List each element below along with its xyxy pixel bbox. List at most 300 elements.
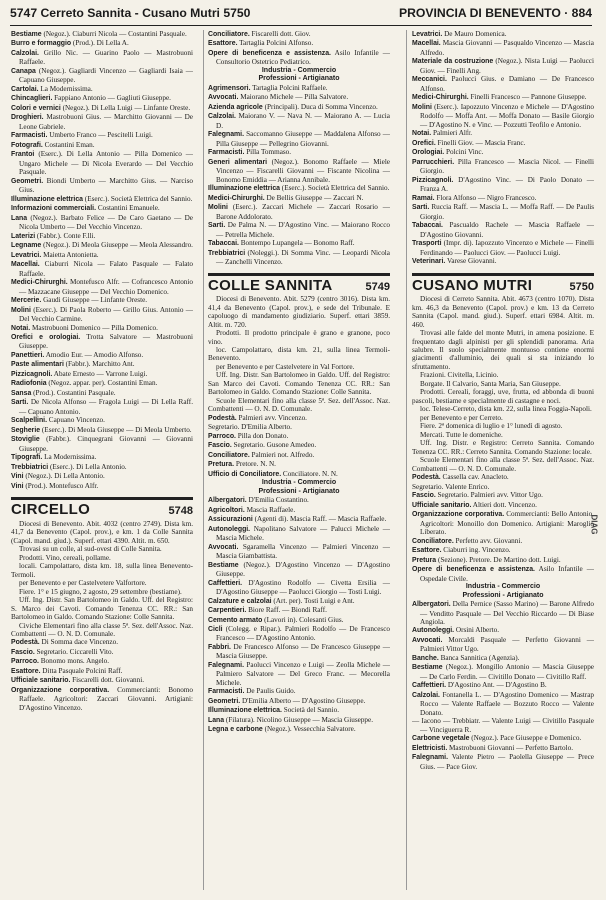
entry-names: Mascia Raffaele. xyxy=(244,505,296,514)
directory-entry xyxy=(11,49,193,67)
town-heading xyxy=(11,501,193,519)
entry-category: Fascio. xyxy=(11,648,35,656)
entry-category: Stoviglie xyxy=(11,436,40,444)
entry-names: Morcaldi Pasquale — Perfetto Giovanni — Palmieri Vittor Ugo. xyxy=(420,635,594,654)
entry-category: Elettricisti. xyxy=(412,744,448,752)
entry-category: Fascio. xyxy=(208,442,232,450)
directory-entry xyxy=(208,460,390,469)
entry-names: Commercianti: Bello Antonio. Agricoltori: Monoillo don Domenico. Artigiani: Maroglio Liberato. xyxy=(420,510,594,537)
entry-names: (Fabbr.). Marchitto Ant. xyxy=(63,360,135,369)
entry-names: D'Emilia Costantino. xyxy=(246,496,309,505)
entry-category: Parroco. xyxy=(11,658,39,666)
entry-names: Altieri dott. Vincenzo. xyxy=(471,500,537,509)
entry-category: Illuminazione elettrica. xyxy=(208,707,282,715)
entry-category: Parrucchieri. xyxy=(412,158,455,166)
directory-entry xyxy=(412,103,594,129)
town-rule xyxy=(412,273,594,276)
town-description xyxy=(11,520,193,639)
directory-entry xyxy=(412,203,594,221)
description-paragraph: Uff. Ing. Distr. e Registro: Cerreto Sannita. Comando Tenenza CC. RR.: Cerreto Sannita. Comando Stazione: locale. xyxy=(412,439,594,456)
directory-entry xyxy=(11,260,193,278)
entry-category: Organizzazione corporativa. xyxy=(412,511,505,519)
entry-category: Fotografi. xyxy=(11,141,43,149)
entry-names: Banca Sannitica (Agenzia). xyxy=(438,653,520,662)
entry-category: Laterizi xyxy=(11,232,36,240)
directory-entry xyxy=(11,676,193,685)
directory-entry xyxy=(412,663,594,681)
directory-entry xyxy=(208,561,390,579)
margin-note: DIAG xyxy=(589,514,599,535)
entry-names: Mastrobuoni Domenico — Pilla Domenico. xyxy=(30,323,158,332)
entry-category: Bestiame xyxy=(208,561,239,569)
entry-category: Notai. xyxy=(412,130,432,138)
entry-names: (Negoz.). Bonomo Raffaele — Miele Vincenzo — Fiscarelli Giovanni — Fiscante Nicolina — Bonomo Emiddia — Arianna Annibale. xyxy=(216,157,390,184)
entry-names: De Francesco Alfonso — De Francesco Giuseppe — Mascia Giuseppe. xyxy=(216,642,390,661)
town-heading xyxy=(208,276,390,294)
entry-names: Asilo Infantile — Consultorio Ostetrico Pediatrico. xyxy=(216,48,390,67)
directory-entry xyxy=(412,148,594,157)
entry-category: Calzature e calzolai xyxy=(208,597,272,605)
entry-category: Albergatori. xyxy=(412,601,451,609)
directory-entry xyxy=(412,57,594,75)
entry-names: Fiscarelli dott. Giov. xyxy=(249,30,311,38)
town-description xyxy=(208,295,390,414)
directory-entry xyxy=(412,546,594,555)
entry-names: (Eserc.). Di Lella Antonio. xyxy=(48,462,127,471)
entry-names: (Impr. di). Iapozzuto Vincenzo e Michele — Finelli Ferdinando — Paolucci Giov. — Paolucci Luigi. xyxy=(420,239,594,257)
entry-category: Tabaccai. xyxy=(412,222,443,230)
entry-category: Pizzicagnoli. xyxy=(412,176,454,184)
directory-entry xyxy=(412,565,594,583)
entry-names: Asilo Infantile — Ospedale Civile. xyxy=(420,565,594,583)
entry-category: Falegnami. xyxy=(208,131,244,139)
directory-list xyxy=(208,84,390,267)
column-1 xyxy=(11,30,193,892)
entry-category: Ramai. xyxy=(412,194,435,202)
entry-names: Segretario. Valente Enrico. xyxy=(412,482,490,491)
entry-category: Calzolai. xyxy=(412,691,440,699)
entry-category: Caffettieri. xyxy=(208,579,243,587)
directory-entry xyxy=(412,717,594,734)
entry-category: Lana xyxy=(11,214,28,222)
section-heading: Industria - Commercio xyxy=(261,479,337,487)
section-heading: Industria - Commercio xyxy=(261,66,337,74)
entry-category: Materiale da costruzione xyxy=(412,58,494,66)
entry-category: Opere di beneficenza e assistenza. xyxy=(412,566,535,574)
description-paragraph: per Benevento e per Castelvetere Valfortore. xyxy=(19,579,147,588)
description-paragraph: Civiche Elementari fino alla classe 5ª. Sez. dell'Assoc. Naz. Combattenti — O. N. D. Comunale. xyxy=(11,621,193,638)
directory-entry xyxy=(412,691,594,717)
entry-names: De Palma N. — D'Agostino Vinc. — Maiorano Rocco — Petrella Michele. xyxy=(216,221,390,239)
entry-names: (Eserc.). Di Lella Antonio — Pilla Domenico — Ungaro Michele — Di Nicola Everardo — Del Vecchio Pasquale. xyxy=(19,150,193,177)
entry-names: De Bellis Giuseppe — Zaccari N. xyxy=(264,193,364,202)
directory-entry xyxy=(11,324,193,333)
entry-category: Sarti. xyxy=(11,399,29,407)
entry-names: Tartaglia Polcini Raffaele. xyxy=(250,83,328,92)
entry-names: Capuano Vincenzo. xyxy=(47,416,105,425)
entry-names: Biore Raff. — Biondi Raff. xyxy=(246,606,327,615)
town-code: 5748 xyxy=(168,505,193,518)
entry-category: Medici-Chirurghi. xyxy=(412,94,469,102)
entry-names: La Modernissima. xyxy=(42,453,97,462)
entry-names: Pilla Tommaso. xyxy=(244,148,292,157)
directory-entry xyxy=(208,93,390,102)
entry-category: Chincaglieri. xyxy=(11,95,53,103)
entry-names: (Eserc.). Iapozzuto Vincenzo e Michele — D'Agostino Rodolfo — Moffa Ant. — Moffa Donato — Basile Giorgio — D'Agostino N. e Vinc. — Pozzutti Teofilo e Antonio. xyxy=(420,102,594,129)
entry-category: Carpentieri. xyxy=(208,607,247,615)
section-heading: Professioni - Artigianato xyxy=(258,75,340,83)
directory-entry xyxy=(11,296,193,305)
directory-entry xyxy=(11,241,193,250)
entry-category: Generi alimentari xyxy=(208,158,268,166)
directory-entry xyxy=(208,148,390,157)
directory-entry xyxy=(412,473,594,482)
entry-names: La Modernissima. xyxy=(38,84,93,93)
entry-category: Caffettieri. xyxy=(412,682,447,690)
directory-entry xyxy=(11,94,193,103)
section-heading: Professioni - Artigianato xyxy=(258,487,340,495)
entry-category: Farmacisti. xyxy=(11,132,48,140)
entry-names: Segretario. Gusone Amedeo. xyxy=(231,441,317,450)
description-paragraph: Frazioni. Civitella, Licinio. xyxy=(420,371,499,380)
entry-category: Organizzazione corporativa. xyxy=(11,686,110,694)
entry-names: Maiorano Michele — Pilla Salvatore. xyxy=(238,93,349,102)
town-heading xyxy=(412,276,594,294)
entry-category: Illuminazione elettrica xyxy=(208,185,280,193)
entry-category: Veterinari. xyxy=(412,258,446,266)
entry-names: Ruccia Raff. — Mascia L. — Moffa Raff. — De Paulis Giorgio. xyxy=(420,203,594,221)
running-head-right: PROVINCIA DI BENEVENTO · 884 xyxy=(398,6,592,20)
entry-category: Calzolai. xyxy=(208,113,236,121)
entry-category: Panettieri. xyxy=(11,351,45,359)
directory-entry xyxy=(11,113,193,131)
directory-entry xyxy=(412,626,594,635)
entry-category: Esattore. xyxy=(412,547,442,555)
directory-entry xyxy=(412,636,594,654)
directory-entry xyxy=(11,131,193,140)
entry-category: Legname xyxy=(11,242,42,250)
entry-category: Azienda agricole xyxy=(208,103,263,111)
entry-names: (Prod.). Montefusco Alfr. xyxy=(23,481,99,490)
directory-entry xyxy=(412,30,594,39)
town-description xyxy=(412,295,594,473)
entry-category: Tabaccai. xyxy=(208,240,239,248)
entry-category: Notai. xyxy=(11,324,31,332)
entry-category: Conciliatore. xyxy=(208,451,250,459)
running-head-left: 5747 Cerreto Sannita - Cusano Mutri 5750 xyxy=(10,6,251,20)
entry-names: Gaudi Giuseppe — Linfante Oreste. xyxy=(41,296,148,305)
description-paragraph: loc. Campolattaro, dista km. 21, sulla linea Termoli-Benevento. xyxy=(208,345,390,363)
entry-names: Bonomo mons. Angelo. xyxy=(38,657,110,666)
directory-entry xyxy=(208,39,390,48)
entry-names: (Sezione). Pretore. De Martino dott. Luigi. xyxy=(436,555,561,564)
entry-names: (Negoz.). Mongillo Antonio — Mascia Giuseppe — De Carlo Ferdin. — Civitillo Donato — Civitillo Raff. xyxy=(420,663,594,681)
entry-category: Cartolai. xyxy=(11,85,39,93)
entry-names: Orsini Alberto. xyxy=(454,626,500,635)
entry-names: Perfetto avv. Giovanni. xyxy=(453,536,523,545)
directory-entry xyxy=(412,654,594,663)
entry-category: Avvocati. xyxy=(412,636,443,644)
entry-names: Paolucci Vincenzo e Luigi — Zeolla Michele — Palmiero Salvatore — Del Greco Franc. — Mecorella Michele. xyxy=(216,660,390,687)
entry-category: Pretura. xyxy=(208,461,235,469)
entry-names: (Negoz.). Vessecchia Salvatore. xyxy=(262,725,356,734)
directory-entry xyxy=(11,141,193,150)
entry-names: De Mauro Domenica. xyxy=(442,30,507,38)
entry-names: — Iacono — Trebbiatr. — Valente Luigi — Civitillo Pasquale — Vinciguerra R. xyxy=(412,717,594,734)
entry-category: Mercerie. xyxy=(11,297,42,305)
directory-entry xyxy=(208,625,390,643)
directory-entry xyxy=(208,597,390,606)
section-heading: Industria - Commercio xyxy=(465,583,541,591)
directory-entry xyxy=(208,616,390,625)
entry-names: Amodio Eur. — Amodio Alfonso. xyxy=(44,350,144,359)
directory-entry xyxy=(208,112,390,130)
directory-entry xyxy=(412,491,594,500)
directory-entry xyxy=(412,753,594,771)
description-paragraph: per Benevento e per Cerreto. xyxy=(420,413,503,422)
directory-entry xyxy=(11,85,193,94)
entry-names: Pilla don Donato. xyxy=(235,431,289,440)
description-paragraph: loc. Telese-Cerreto, dista km. 22, sulla linea Foggia-Napoli. xyxy=(420,405,592,414)
description-paragraph: per Benevento e per Castelvetere in Val Fortore. xyxy=(216,362,355,371)
entry-names: (Agenti di). Mascia Raff. — Mascia Raffaele. xyxy=(252,515,387,524)
entry-category: Geometri. xyxy=(11,177,44,185)
directory-entry xyxy=(208,643,390,661)
entry-category: Autonoleggi. xyxy=(208,525,251,533)
entry-category: Sarti. xyxy=(208,222,226,230)
directory-entry xyxy=(11,426,193,435)
entry-names: Pretore. N. N. xyxy=(234,460,276,469)
entry-category: Droghieri. xyxy=(11,114,44,122)
directory-list xyxy=(208,496,390,735)
directory-entry xyxy=(11,472,193,481)
description-paragraph: Uff. Ing. Distr. San Bartolomeo in Galdo. Uff. del Registro: San Marco dei Cavoti. Comando Tenenza CC. RR.: San Bartolomeo in Galdo. Comando Stazione: Colle Sannita. xyxy=(208,371,390,397)
entry-names: Costantini Eman. xyxy=(42,140,95,149)
entry-category: Legna e carbone xyxy=(208,726,263,734)
entry-category: Scalpellini. xyxy=(11,417,47,425)
directory-entry xyxy=(11,333,193,351)
entry-names: Segretario. D'Emilia Alberto. xyxy=(208,423,292,432)
entry-category: Opere di beneficenza e assistenza. xyxy=(208,49,331,57)
entry-names: (Colegg. e Ripar.). Palmieri Rodolfo — De Francesco Francesco — D'Agostino Antonio. xyxy=(216,625,390,643)
entry-names: Saccomanno Giuseppe — Maddalena Alfonso — Pilla Giuseppe — Pellegrino Giovanni. xyxy=(216,130,390,148)
entry-names: D'Agostino Rodolfo — Civetta Ersilia — D'Agostino Giuseppe — Paolucci Giorgio — Tosti Luigi. xyxy=(216,578,390,597)
entry-category: Molini xyxy=(208,204,228,212)
directory-entry xyxy=(412,176,594,194)
entry-names: Finelli Giov. — Mascia Franc. xyxy=(435,138,526,147)
entry-names: Napolitano Salvatore — Palucci Michele — Mascia Michele. xyxy=(216,524,390,543)
entry-category: Levatrici. xyxy=(11,251,42,259)
directory-entry xyxy=(208,49,390,67)
directory-entry xyxy=(208,543,390,561)
entry-names: Mascia Giovanni — Pasqualdo Vincenzo — Mascia Alfredo. xyxy=(420,39,594,57)
description-paragraph: Prodotti. Cereali, foraggi, uve, frutta, ed abbonda di buoni pascoli, bestiame e specialmente di castagne e noci. xyxy=(412,388,594,405)
entry-names: Trotta Salvatore — Mastrobuoni Giuseppe. xyxy=(19,332,193,351)
directory-entry xyxy=(412,257,594,266)
directory-entry xyxy=(208,239,390,248)
directory-entry xyxy=(11,214,193,232)
description-paragraph: Diocesi di Cerreto Sannita. Abit. 4673 (centro 1070). Dista km. 46,3 da Benevento (Capol. prov.) e km. 13 da Cerreto Sannita (Capol. mand. giud.). Superf. ettari 6984. Altit. m. 460. xyxy=(412,295,594,329)
description-paragraph: Diocesi di Benevento. Abit. 5279 (centro 3016). Dista km. 41,4 da Benevento (Capol. prov.), e sede del Tribunale. E capoluogo di mandamento giudiziario. Superf. ettari 3859. Altit. m. 720. xyxy=(208,295,390,329)
town-rule xyxy=(208,273,390,276)
entry-category: Geometri. xyxy=(208,697,241,705)
entry-names: Umberto Franco — Pescitelli Luigi. xyxy=(47,131,153,140)
directory-entry xyxy=(11,657,193,666)
entry-names: Segretario. Palmieri avv. Vittor Ugo. xyxy=(435,491,543,500)
entry-names: (Negoz.). Di Meola Giuseppe — Meola Alessandro. xyxy=(41,241,193,250)
entry-category: Ufficiale sanitario. xyxy=(11,677,71,685)
entry-category: Trebbiatrici xyxy=(11,463,49,471)
entry-names: (Fabbr.). Cinquegrani Giovanni — Giovanni Giuseppe. xyxy=(19,435,193,453)
directory-entry xyxy=(208,84,390,93)
directory-list xyxy=(412,600,594,771)
column-3 xyxy=(412,30,594,892)
directory-entry xyxy=(412,239,594,257)
entry-category: Falegnami. xyxy=(412,754,448,762)
directory-entry xyxy=(11,398,193,416)
directory-entry xyxy=(412,681,594,690)
entry-names: (Eserc.). Di Meola Giuseppe — Di Meola Umberto. xyxy=(40,425,192,434)
directory-entry xyxy=(208,30,390,39)
entry-names: (Negoz.). Barbato Felice — De Caro Gaetano — De Nicola Umberto — Del Vecchio Vincenzo. xyxy=(19,213,193,232)
entry-names: De Nicola Alfonso — Fragola Luigi — Di Lella Raff. — Capuano Antonio. xyxy=(19,398,193,416)
directory-entry xyxy=(208,249,390,267)
directory-entry xyxy=(208,103,390,112)
entry-names: (Noleggi.). Di Somma Vinc. — Leopardi Nicola — Zanchelli Vincenzo. xyxy=(216,248,390,267)
entry-category: Assicurazioni xyxy=(208,516,253,524)
entry-names: Commercianti: Bonomo Raffaele. Agricoltori: Zaccari Giovanni. Artigiani: D'Agostino Vincenzo. xyxy=(19,685,193,712)
entry-category: Medici-Chirurghi. xyxy=(11,279,68,287)
entry-names: Società del Sannio. xyxy=(281,706,339,715)
entry-category: Sarti. xyxy=(412,204,430,212)
directory-entry xyxy=(208,221,390,239)
directory-entry xyxy=(11,686,193,712)
entry-category: Esattore. xyxy=(11,667,41,675)
entry-category: Podestà. xyxy=(208,414,237,422)
directory-list xyxy=(208,414,390,479)
directory-list xyxy=(208,30,390,67)
directory-entry xyxy=(412,556,594,565)
entry-names: Paolucci Gius. e Damiano — De Francesco Alfonso. xyxy=(420,75,594,93)
directory-list xyxy=(11,30,193,491)
directory-entry xyxy=(208,451,390,460)
entry-names: (Negoz.). Di Lella Antonio. xyxy=(23,472,105,481)
directory-entry xyxy=(11,232,193,241)
entry-names: (Art. per). Tosti Luigi e Ant. xyxy=(271,596,355,605)
directory-entry xyxy=(208,414,390,423)
entry-names: Ditta Pasquale Polcini Raff. xyxy=(40,666,123,675)
directory-entry xyxy=(412,744,594,753)
entry-category: Podestà. xyxy=(11,639,40,647)
entry-names: (Eserc.). Di Paola Roberto — Grillo Gius. Antonio — Del Vecchio Carmine. xyxy=(19,305,193,324)
entry-category: Canapa xyxy=(11,67,36,75)
directory-entry xyxy=(412,501,594,510)
entry-names: Polcini Vinc. xyxy=(444,148,484,157)
directory-entry xyxy=(11,370,193,379)
entry-names: Mastrobuoni Giovanni — Perfetto Bartolo. xyxy=(447,743,573,752)
directory-entry xyxy=(208,506,390,515)
entry-names: (Negoz.). Pace Giuseppe e Domenico. xyxy=(469,734,582,743)
entry-category: Pizzicagnoli. xyxy=(11,370,53,378)
directory-entry xyxy=(208,725,390,734)
entry-names: Di Somma dace Vincenzo. xyxy=(39,638,119,647)
directory-entry xyxy=(11,104,193,113)
entry-category: Frantoi xyxy=(11,151,35,159)
directory-entry xyxy=(11,416,193,425)
directory-entry xyxy=(412,129,594,138)
column-divider xyxy=(406,30,407,890)
directory-entry xyxy=(412,510,594,536)
entry-names: (Negoz.). Nista Luigi — Paolucci Giov. — Finelli Ang. xyxy=(420,57,594,75)
directory-entry xyxy=(412,75,594,93)
directory-entry xyxy=(11,667,193,676)
directory-entry xyxy=(11,435,193,453)
entry-names: Maiorano V. — Nava N. — Maiorano A. — Lucia D. xyxy=(216,112,390,130)
town-name: COLLE SANNITA xyxy=(208,276,333,294)
entry-category: Banche. xyxy=(412,654,439,662)
entry-names: (Filatura). Nicolino Giuseppe — Mascia Giuseppe. xyxy=(224,715,373,724)
entry-category: Orefici. xyxy=(412,139,436,147)
entry-names: (Negoz. appar. per). Costantini Eman. xyxy=(46,379,158,388)
description-paragraph: Fiere. 2ª domenica di luglio e 1° lunedì di agosto. xyxy=(420,422,563,431)
entry-category: Colori e vernici xyxy=(11,104,61,112)
directory-entry xyxy=(208,496,390,505)
entry-category: Falegnami. xyxy=(208,661,244,669)
entry-category: Sansa xyxy=(11,389,32,397)
directory-entry xyxy=(208,423,390,431)
entry-names: Palmieri avv. Vincenzo. xyxy=(236,413,307,422)
entry-names: Segretario. Ciccarelli Vito. xyxy=(34,647,114,656)
directory-entry xyxy=(412,600,594,626)
entry-category: Lana xyxy=(208,716,225,724)
directory-entry xyxy=(208,470,390,479)
directory-entry xyxy=(412,537,594,546)
entry-names: D'Agostino Ant. — D'Agostino B. xyxy=(446,681,547,690)
entry-category: Ufficiale sanitario. xyxy=(412,501,472,509)
entry-category: Albergatori. xyxy=(208,497,247,505)
directory-entry xyxy=(208,579,390,597)
description-paragraph: Trovasi su un colle, al sud-ovest di Colle Sannita. xyxy=(19,545,162,554)
directory-entry xyxy=(11,351,193,360)
entry-names: Ciaburri Nicola — Falato Pasquale — Falato Raffaele. xyxy=(19,260,193,278)
entry-category: Radiofonia xyxy=(11,380,47,388)
header-rule xyxy=(10,25,592,26)
column-divider xyxy=(203,30,204,890)
directory-list xyxy=(412,30,594,267)
entry-category: Conciliatore. xyxy=(208,31,250,38)
entry-names: Bontempo Lupangela — Bonomo Raff. xyxy=(238,239,355,248)
town-code: 5749 xyxy=(365,280,390,293)
entry-names: Abate Ernesto — Varrone Luigi. xyxy=(52,369,148,378)
directory-entry xyxy=(11,30,193,39)
entry-names: (Principali). Duca di Somma Vincenzo. xyxy=(262,102,378,111)
entry-names: D'Agostino Vinc. — Di Paolo Donato — Franza A. xyxy=(420,175,594,194)
directory-entry xyxy=(208,203,390,221)
entry-category: Pretura xyxy=(412,556,437,564)
directory-entry xyxy=(208,194,390,203)
entry-names: Fiscarelli dott. Giovanni. xyxy=(70,676,145,685)
entry-category: Carbone vegetale xyxy=(412,735,470,743)
entry-category: Medici-Chirurghi. xyxy=(208,194,265,202)
entry-names: (Prod.). Di Lella A. xyxy=(71,39,129,48)
directory-entry xyxy=(11,67,193,85)
directory-entry xyxy=(11,389,193,398)
entry-category: Ufficio di Conciliatore. xyxy=(208,470,282,478)
directory-entry xyxy=(208,687,390,696)
entry-category: Agricoltori. xyxy=(208,506,245,514)
directory-entry xyxy=(208,706,390,715)
directory-entry xyxy=(11,251,193,260)
